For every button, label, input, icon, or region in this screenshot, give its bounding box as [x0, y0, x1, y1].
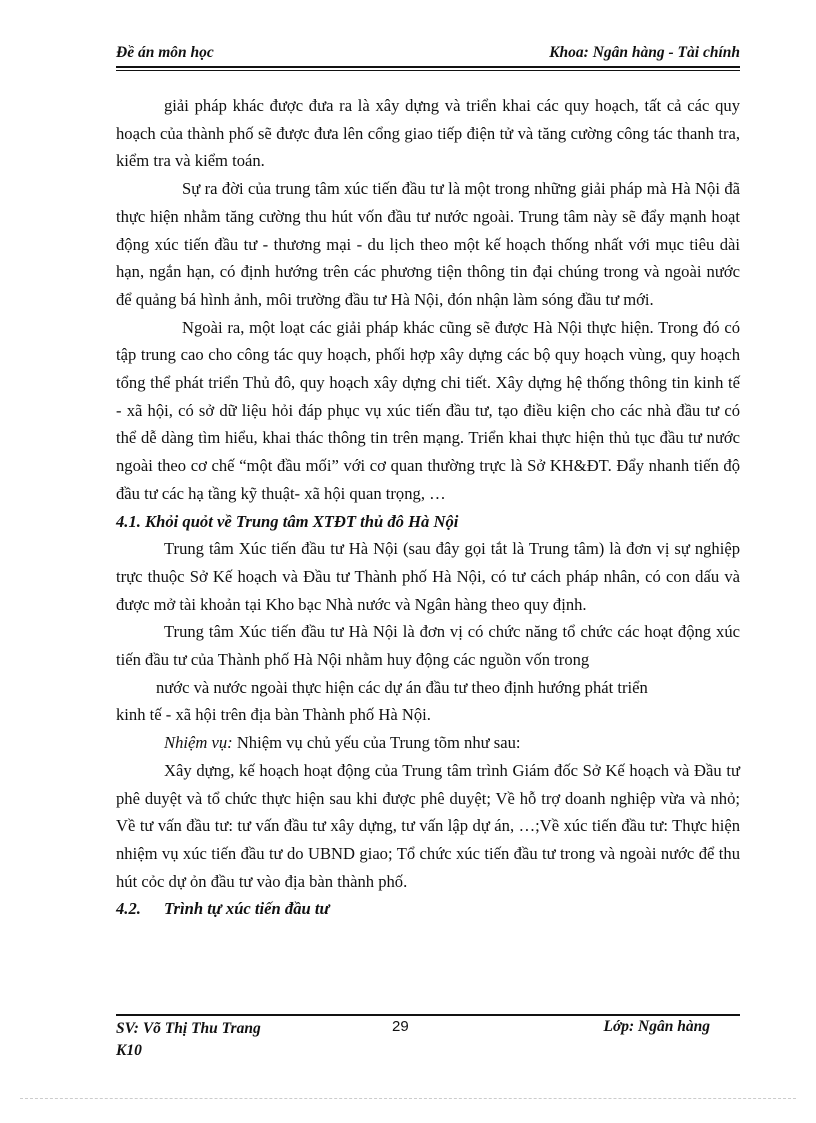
- page-header: [116, 44, 740, 68]
- paragraph-4: Trung tâm Xúc tiến đầu tư Hà Nội (sau đây gọi tắt là Trung tâm) là đơn vị sự nghiệp trực thuộc Sở Kế hoạch và Đầu tư Thành phố Hà Nội, có tư cách pháp nhân, có con dấu và được mở tài khoản tại Kho bạc Nhà nước và Ngân hàng theo quy định.: [116, 539, 740, 614]
- paragraph-2: Sự ra đời của trung tâm xúc tiến đầu tư là một trong những giải pháp mà Hà Nội đã thực hiện nhằm tăng cường thu hút vốn đầu tư nước ngoài. Trung tâm này sẽ đẩy mạnh hoạt động xúc tiến đầu tư - thương mại - du lịch theo một kế hoạch thống nhất với mục tiêu dài hạn, ngắn hạn, có định hướng trên các phương tiện thông tin đại chúng trong và ngoài nước để quảng bá hình ảnh, môi trường đầu tư Hà Nội, đón nhận làm sóng đầu tư mới.: [116, 179, 740, 309]
- paragraph-5-line3: kinh tế - xã hội trên địa bàn Thành phố Hà Nội.: [116, 705, 431, 725]
- footer-class: Lớp: Ngân hàng: [603, 1018, 710, 1035]
- page-number: 29: [392, 1018, 409, 1035]
- section-heading-4-1: 4.1. Khỏi quỏt về Trung tâm XTĐT thủ đô Hà Nội: [116, 511, 459, 531]
- header-rule-thin: [116, 70, 740, 71]
- header-rule-thick: [116, 66, 740, 68]
- paragraph-5-line1: Trung tâm Xúc tiến đầu tư Hà Nội là đơn vị có chức năng tổ chức các hoạt động xúc tiến đầu tư của Thành phố Hà Nội nhằm huy động các nguồn vốn trong: [116, 622, 740, 670]
- paragraph-1: giải pháp khác được đưa ra là xây dựng và triển khai các quy hoạch, tất cả các quy hoạch của thành phố sẽ được đưa lên cổng giao tiếp điện tử và tăng cường công tác thanh tra, kiểm tra và kiểm toán.: [116, 96, 740, 171]
- page-footer: [116, 1018, 740, 1068]
- task-label: Nhiệm vụ:: [164, 733, 233, 753]
- paragraph-6: Xây dựng, kế hoạch hoạt động của Trung tâm trình Giám đốc Sở Kế hoạch và Đầu tư phê duyệt và tổ chức thực hiện sau khi được phê duyệt; Về hỗ trợ doanh nghiệp vừa và nhỏ; Về tư vấn đầu tư: tư vấn đầu tư xây dựng, tư vấn lập dự án, …;Về xúc tiến đầu tư: Thực hiện nhiệm vụ xúc tiến đầu tư do UBND giao; Tổ chức xúc tiến đầu tư trong và ngoài nước để thu hút cỏc dự ỏn đầu tư vào địa bàn thành phố.: [116, 760, 740, 891]
- paragraph-5-line2: nước và nước ngoài thực hiện các dự án đầu tư theo định hướng phát triển: [156, 677, 648, 697]
- header-course: Đề án môn học: [116, 44, 214, 61]
- page-boundary: [20, 1098, 796, 1099]
- paragraph-3: Ngoài ra, một loạt các giải pháp khác cũng sẽ được Hà Nội thực hiện. Trong đó có tập trung cao cho công tác quy hoạch, phối hợp xây dựng các bộ quy hoạch vùng, quy hoạch tổng thể phát triển Thủ đô, quy hoạch xây dựng chi tiết. Xây dựng hệ thống thông tin kinh tế - xã hội, có sở dữ liệu hỏi đáp phục vụ xúc tiến đầu tư, tạo điều kiện cho các nhà đầu tư có thể dễ dàng tìm hiểu, khai thác thông tin trên mạng. Triển khai thực hiện thủ tục đầu tư nước ngoài theo cơ chế “một đầu mối” với cơ quan thường trực là Sở KH&ĐT. Đẩy nhanh tiến độ đầu tư các hạ tầng kỹ thuật- xã hội quan trọng, …: [116, 317, 740, 503]
- footer-student-cohort: K10: [116, 1042, 142, 1059]
- section-heading-4-2: [116, 895, 740, 923]
- task-paragraph: [116, 729, 740, 757]
- footer-rule: [116, 1014, 740, 1016]
- header-faculty: Khoa: Ngân hàng - Tài chính: [549, 44, 740, 61]
- document-body: [116, 92, 740, 923]
- heading-4-2-text: Trình tự xúc tiến đầu tư: [164, 899, 330, 919]
- heading-4-2-number: 4.2.: [116, 899, 141, 919]
- footer-student-name: SV: Võ Thị Thu Trang: [116, 1020, 261, 1037]
- footer-student: [116, 1018, 306, 1062]
- task-text: Nhiệm vụ chủ yếu của Trung tõm như sau:: [232, 733, 521, 753]
